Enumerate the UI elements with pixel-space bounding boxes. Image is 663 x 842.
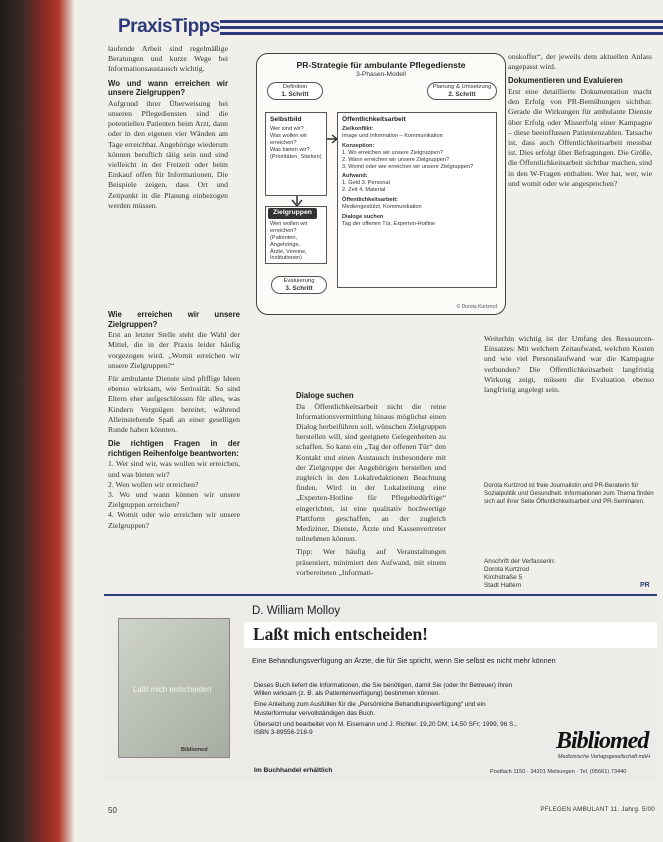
paragraph: Tipp: Wer häufig auf Veranstaltungen präsentiert, minimiert den Aufwand, mit einem vorbereiteten „Informati- bbox=[296, 547, 446, 577]
publisher-logo: Bibliomed bbox=[556, 728, 649, 754]
author-bio: Dorota Kurtzrod ist freie Journalistin und PR-Beraterin für Sozialpolitik und Gesundheit. Informationen zum Thema finden sich auf ihrer Seite Öffentlichkeitsarbeit und PR-Seminaren. bbox=[484, 482, 654, 505]
box-line: Ärzte, Vereine, bbox=[270, 248, 307, 255]
end-mark: PR bbox=[640, 582, 650, 589]
book-advertisement bbox=[104, 596, 657, 782]
author-address bbox=[484, 558, 654, 590]
column-3-top bbox=[508, 52, 652, 192]
question-item: 2. Wen wollen wir erreichen? bbox=[108, 479, 199, 489]
section-title: Aufwand: bbox=[342, 173, 368, 180]
question-item: 4. Womit oder wie erreichen wir unsere Zielgruppen? bbox=[108, 510, 240, 530]
paragraph: Erst an letzter Stelle steht die Wahl der Mittel, die in der Praxis leider häufig vorgezogen wird. „Womit erreichen wir unsere Zielgruppen?“ bbox=[108, 330, 240, 370]
section bbox=[342, 197, 492, 211]
phase-name: Definition bbox=[282, 84, 308, 90]
section-brand: PraxisTipps bbox=[118, 16, 220, 37]
section-line: 2. Zeit 4. Material bbox=[342, 187, 386, 194]
section-line: 3. Womit oder wie erreichen wir unsere Zielgruppen? bbox=[342, 163, 474, 170]
box-line: erreichen? bbox=[270, 227, 297, 234]
ad-paragraph: Dieses Buch liefert die Informationen, die Sie benötigen, damit Sie (oder Ihr Betreuer) Ihren Willen wirksam (z. B. als Patientenverfügung) bestimmen können. bbox=[254, 682, 513, 698]
paragraph: Erst eine detaillierte Dokumentation macht den Erfolg von PR-Bemühungen sichtbar. Gerade die Wirkungen für ambulante Dienste über Erfolg oder Misserfolg einer Kampagne – diese beeinflussen Patientenzahlen. Tatsache ist, dass auch Öffentlichkeitsarbeit messbar ist. Dies erfolgt über Befragungen. Die Größe, die Öffentlichkeitsarbeit sichtbar machen, sind in den W-Fragen enthalten. Wer hat, wer, wie und womit oder wie angesprochen? bbox=[508, 87, 652, 188]
ad-paragraph: Eine Anleitung zum Ausfüllen für die „Persönliche Behandlungsverfügung“ und ein Musterformular vervollständigen das Buch. bbox=[254, 701, 486, 717]
publisher-contact: Postfach 1150 · 34201 Melsungen · Tel. (05661) 73440 bbox=[490, 769, 627, 775]
section-line: Tag der offenen Tür, Experten-Hotline bbox=[342, 220, 436, 227]
cover-title: Laßt mich entscheiden bbox=[133, 685, 212, 694]
paragraph: onskoffer“, der jeweils dem aktuellen Anlass angepasst wird. bbox=[508, 52, 652, 72]
paragraph: Aufgrund ihrer Überweisung bei unseren Pflegediensten sind die potentiellen Patienten beim Arzt, dann oder in den eigenen vier Wänden am Tage erreichbar. Angehörige wiederum können beruflich tätig sein und sind vielleicht in der Freizeit oder beim Einkauf offen für Informationen. Die Beispiele zeigen, dass Ort und Zeitpunkt in die Planung einbezogen werden müssen. bbox=[108, 98, 228, 210]
section bbox=[342, 214, 492, 228]
paragraph: Für ambulante Dienste sind pfiffige Ideen ebenso wirksam, wie Seriosität. So sind Eltern eher aufgeschlossen für alles, was Kindern Vergnügen bereitet, während Alleinstehende Spaß an einer geselligen Runde haben könnten. bbox=[108, 374, 240, 435]
ad-author: D. William Molloy bbox=[252, 605, 341, 617]
box-line: Wer sind wir? bbox=[270, 126, 304, 132]
cover-publisher: Bibliomed bbox=[181, 747, 208, 753]
address-city: Stadt Haltern bbox=[484, 582, 522, 589]
section-title: Öffentlichkeitsarbeit: bbox=[342, 197, 398, 204]
subheading: Die richtigen Fragen in der richtigen Reihenfolge beantworten: bbox=[108, 439, 240, 458]
oeffentlichkeitsarbeit-box bbox=[337, 112, 497, 288]
address-street: Kirchstraße 5 bbox=[484, 574, 523, 581]
page-number: 50 bbox=[108, 806, 117, 815]
phase-1-cloud bbox=[267, 82, 323, 100]
section-title: Zielkonflikt: bbox=[342, 126, 374, 132]
paragraph: Weiterhin wichtig ist der Umfang des Ressourcen-Einsatzes: Mit welchem Zeitaufwand, welchen Kosten und wie viel Personalaufwand war die Kampagne verbunden? Die Öffentlichkeitsarbeit langfristig Wirkung zeigt, müssen die Evaluation ebenso langfristig angelegt sein. bbox=[484, 334, 654, 395]
box-line: Institutionen) bbox=[270, 255, 303, 262]
section-line: Mediengestützt, Kommunikation bbox=[342, 204, 422, 211]
column-2 bbox=[296, 387, 446, 581]
book-spine bbox=[0, 0, 74, 842]
section-line: Image und Information – Kommunikation bbox=[342, 132, 443, 139]
section bbox=[342, 173, 492, 194]
phase-3-cloud bbox=[271, 276, 327, 294]
subheading: Dialoge suchen bbox=[296, 391, 354, 400]
section-line: 1. Wo erreichen wir unsere Zielgruppen? bbox=[342, 149, 443, 156]
box-line: (Prioritäten, Stärken) bbox=[270, 153, 322, 160]
diagram-title: PR-Strategie für ambulante Pflegedienste bbox=[296, 60, 466, 70]
section bbox=[342, 126, 492, 140]
pr-strategy-diagram bbox=[256, 53, 506, 315]
phase-name: Planung & Umsetzung bbox=[432, 84, 492, 90]
ad-body bbox=[254, 682, 524, 740]
selbstbild-box bbox=[265, 112, 327, 196]
address-name: Dorota Kurtzrod bbox=[484, 566, 530, 573]
box-line: (Patienten, Angehörige, bbox=[270, 234, 301, 248]
phase-step: 1. Schritt bbox=[281, 91, 309, 98]
header-rule bbox=[220, 20, 663, 23]
diagram-copyright: © Dorota Kurtzrod bbox=[456, 304, 497, 310]
question-item: 3. Wo und wann können wir unsere Zielgruppen erreichen? bbox=[108, 490, 240, 510]
box-heading: Selbstbild bbox=[270, 116, 302, 123]
box-heading: Zielgruppen bbox=[268, 208, 317, 219]
phase-step: 2. Schritt bbox=[448, 91, 476, 98]
question-item: 1. Wer sind wir, was wollen wir erreichen, und was bieten wir? bbox=[108, 459, 240, 479]
phase-name: Evaluierung bbox=[283, 278, 315, 284]
section-line: 1. Geld 3. Personal bbox=[342, 180, 390, 187]
box-heading: Öffentlichkeitsarbeit bbox=[342, 116, 406, 123]
phase-step: 3. Schritt bbox=[285, 285, 313, 292]
section-title: Konzeption: bbox=[342, 142, 375, 149]
box-line: Was bieten wir? bbox=[270, 146, 310, 153]
column-1-bottom bbox=[108, 306, 240, 531]
column-3-bottom bbox=[484, 334, 654, 398]
section-title: Dialoge suchen bbox=[342, 213, 384, 220]
ad-pubinfo: Übersetzt und bearbeitet von M. Eisemann und J. Richter. 19,20 DM; 14,50 SFr; 1999, 96 S., ISBN 3-89556-218-9 bbox=[254, 720, 517, 737]
paragraph: laufende Arbeit sind regelmäßige Beratungen und kurze Wege bei Informationsaustausch wichtig. bbox=[108, 44, 228, 74]
book-cover bbox=[118, 618, 230, 758]
paragraph: Da Öffentlichkeitsarbeit nicht die reine Informationsvermittlung hinaus möglichst einen Dialog herbeiführen soll, wünschen Zielgruppen herstellen will, sind geeignete Gelegenheiten zu schaffen. So kann ein „Tag der offenen Tür“ den Kontakt und einen Austausch insbesondere mit der Zielgruppe der Angehörigen herstellen und zugleich in den Lokalredaktionen Beachtung finden. Wird in der Lokalzeitung eine „Experten-Hotline für Pflegebedürftige“ eingerichtet, ist eine qualitativ hochwertige Plattform geschaffen, an der zugleich Mediziner, Dienste, Ärzte und Kassenvertreter teilnehmen können. bbox=[296, 401, 446, 544]
section-line: 2. Wann erreichen wir unsere Zielgruppen? bbox=[342, 156, 450, 163]
phase-2-cloud bbox=[427, 82, 497, 100]
publisher-tagline: Medizinische Verlagsgesellschaft mbH bbox=[557, 754, 651, 760]
ad-title: Laßt mich entscheiden! bbox=[253, 624, 428, 644]
section bbox=[342, 143, 492, 171]
subheading: Wo und wann erreichen wir unsere Zielgruppen? bbox=[108, 78, 228, 98]
ad-title-bar bbox=[244, 622, 657, 648]
subheading: Wie erreichen wir unsere Zielgruppen? bbox=[108, 310, 240, 329]
subheading: Dokumentieren und Evaluieren bbox=[508, 76, 623, 86]
box-line: Wen wollen wir bbox=[270, 220, 308, 227]
ad-availability: Im Buchhandel erhältlich bbox=[254, 767, 333, 774]
diagram-subtitle: 3-Phasen-Modell bbox=[356, 71, 406, 78]
header-rule bbox=[220, 32, 663, 35]
header-rule bbox=[220, 26, 663, 29]
page-header bbox=[118, 14, 663, 44]
ad-subtitle: Eine Behandlungsverfügung an Ärzte, die für Sie spricht, wenn Sie selbst es nicht mehr können bbox=[252, 656, 556, 665]
zielgruppen-box bbox=[265, 206, 327, 264]
column-1-top bbox=[108, 44, 228, 214]
address-label: Anschrift der Verfasserin: bbox=[484, 558, 556, 565]
box-line: Was wollen wir erreichen? bbox=[270, 132, 308, 146]
magazine-issue: PFLEGEN AMBULANT 11. Jahrg. 5/00 bbox=[540, 806, 655, 813]
magazine-page bbox=[74, 0, 663, 842]
